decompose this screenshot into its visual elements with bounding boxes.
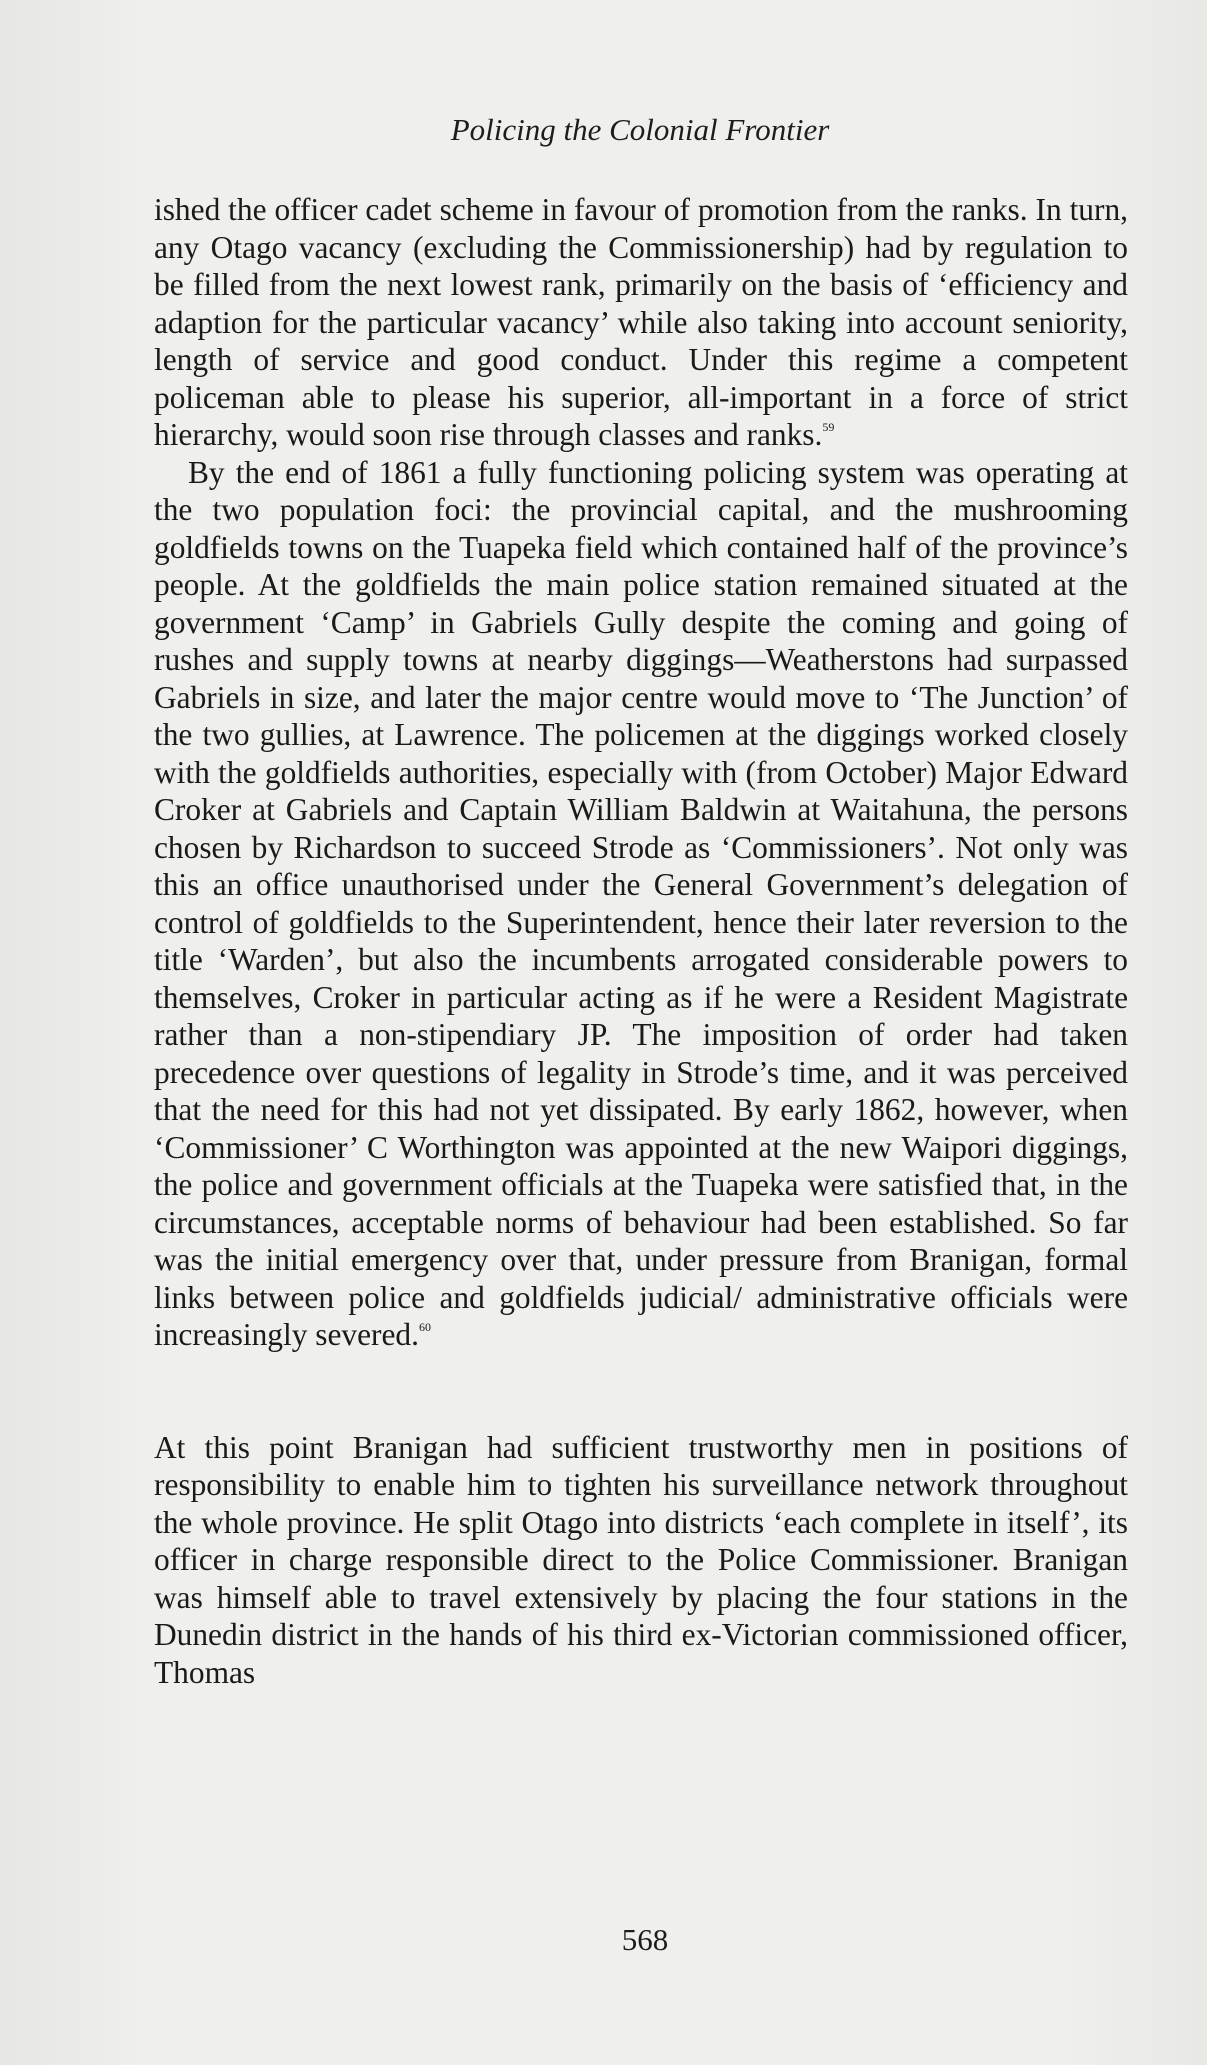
page-number: 568 (621, 1922, 669, 1957)
footnote-ref-60[interactable]: 60 (418, 1320, 431, 1334)
paragraph-2 (154, 454, 1128, 1354)
paragraph-3-text: At this point Branigan had sufficient trustworthy men in positions of responsibility to enable him to tighten his surveillance network throughout the whole province. He split Otago into districts ‘each complete in itself’, its officer in charge responsible direct to the Police Commissioner. Branigan was himself able to travel extensively by placing the four stations in the Dunedin district in the hands of his third ex-Victorian commissioned officer, Thomas (154, 1429, 1128, 1690)
paragraph-2-text: By the end of 1861 a fully functioning policing system was operating at the two population foci: the provincial capital, and the mushrooming goldfields towns on the Tuapeka field which contained half of the province’s people. At the goldfields the main police station remained situated at the government ‘Camp’ in Gabriels Gully despite the coming and going of rushes and supply towns at nearby diggings—Weatherstons had surpassed Gabriels in size, and later the major centre would move to ‘The Junction’ of the two gullies, at Lawrence. The policemen at the diggings worked closely with the goldfields authorities, especially with (from October) Major Edward Croker at Gabriels and Captain William Baldwin at Waitahuna, the persons chosen by Richardson to succeed Strode as ‘Commissioners’. Not only was this an office unauthorised under the General Government’s delegation of control of goldfields to the Superintendent, hence their later reversion to the title ‘Warden’, but also the incumbents arrogated considerable powers to themselves, Croker in particular acting as if he were a Resident Magistrate rather than a non-stipendiary JP. The imposition of order had taken precedence over questions of legality in Strode’s time, and it was perceived that the need for this had not yet dissipated. By early 1862, however, when ‘Commissioner’ C Worthington was appointed at the new Waipori diggings, the police and government officials at the Tuapeka were satisfied that, in the circumstances, acceptable norms of behaviour had been established. So far was the initial emergency over that, under pressure from Branigan, formal links between police and goldfields judicial/ administrative officials were increasingly severed. (154, 454, 1128, 1352)
running-head: Policing the Colonial Frontier (450, 112, 830, 147)
paragraph-1-text: ished the officer cadet scheme in favour of promotion from the ranks. In turn, any Otago vacancy (excluding the Commissionership) had by regulation to be filled from the next lowest rank, primarily on the basis of ‘efficiency and adaption for the particular vacancy’ while also taking into account seniority, length of service and good conduct. Under this regime a competent policeman able to please his superior, all-important in a force of strict hierarchy, would soon rise through classes and ranks. (154, 192, 1128, 452)
footnote-ref-59[interactable]: 59 (822, 420, 835, 434)
paragraph-1 (154, 191, 1128, 454)
body-text (154, 191, 1128, 1691)
paragraph-3 (154, 1429, 1128, 1692)
